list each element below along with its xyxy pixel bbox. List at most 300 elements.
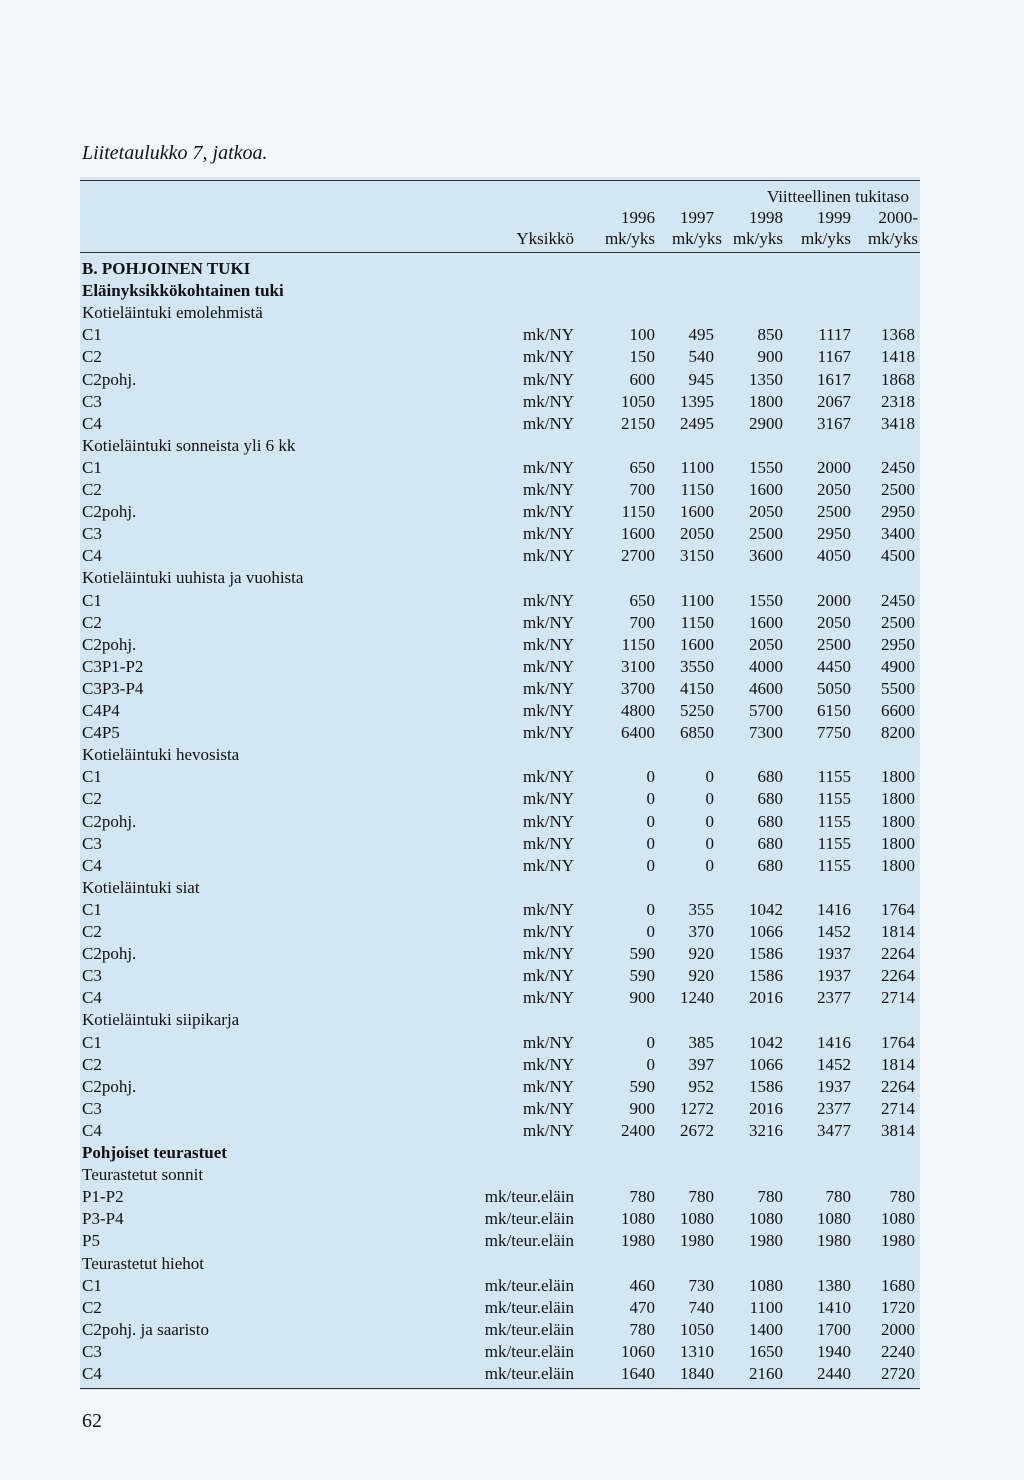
row-label: Teurastetut hiehot [82,1253,205,1273]
value-cell: 1764 [881,899,915,919]
table-row [0,1208,1024,1230]
value-cell: 1586 [749,944,783,964]
value-cell: 730 [688,1275,714,1295]
unit-column-header: Yksikkö [516,229,574,248]
header-group-title: Viitteellinen tukitaso [766,187,909,206]
value-cell: 1980 [749,1231,783,1251]
table-row [0,722,1024,744]
table-row [0,346,1024,368]
value-cell: 6400 [621,723,655,743]
row-label: C2 [82,922,102,941]
value-cell: 1380 [817,1275,851,1295]
value-cell: 2500 [881,480,915,499]
row-label: P3-P4 [82,1209,124,1229]
value-cell: 2450 [881,590,915,610]
value-cell: 2000 [817,457,851,477]
value-cell: 1150 [680,612,714,632]
table-row [0,1297,1024,1319]
row-unit: mk/NY [523,789,574,809]
value-cell: 1100 [749,1297,783,1317]
value-cell: 1100 [680,457,714,477]
value-cell: 2720 [881,1364,915,1383]
value-cell: 3700 [621,678,655,698]
row-unit: mk/NY [523,678,574,698]
value-cell: 540 [688,347,714,367]
value-cell: 1155 [817,789,851,809]
value-cell: 900 [629,988,655,1008]
value-cell: 1840 [680,1364,714,1383]
row-label: C1 [82,1032,102,1052]
table-row [0,479,1024,501]
value-cell: 100 [629,325,655,345]
value-cell: 1416 [817,899,851,919]
row-unit: mk/NY [523,767,574,787]
value-cell: 680 [757,789,783,809]
row-label: C4 [82,546,102,566]
value-cell: 1080 [749,1209,783,1229]
value-cell: 385 [688,1032,714,1052]
value-cell: 0 [646,922,655,941]
row-label: C3 [82,1098,102,1118]
value-cell: 0 [705,855,714,875]
value-cell: 650 [629,590,655,610]
value-cell: 1600 [680,502,714,522]
value-cell: 1155 [817,855,851,875]
value-cell: 2264 [881,966,915,986]
section-heading-row [0,1164,1024,1186]
row-unit: mk/NY [523,1054,574,1074]
row-label: C2pohj. [82,944,137,964]
value-cell: 1800 [881,833,915,853]
unit-header: mk/yks [800,229,851,248]
value-cell: 397 [688,1054,714,1074]
value-cell: 355 [688,899,714,919]
row-unit: mk/NY [523,546,574,566]
value-cell: 1600 [680,634,714,654]
value-cell: 3100 [621,656,655,676]
header-bottom-rule [80,252,920,253]
value-cell: 590 [629,1076,655,1096]
table-row [0,678,1024,700]
value-cell: 0 [705,767,714,787]
unit-header: mk/yks [867,229,918,248]
section-heading-row [0,877,1024,899]
row-label: C3 [82,524,102,544]
value-cell: 1600 [749,612,783,632]
value-cell: 3600 [749,546,783,566]
value-cell: 2016 [749,1098,783,1118]
table-row [0,369,1024,391]
value-cell: 150 [629,347,655,367]
row-unit: mk/NY [523,369,574,389]
row-label: Kotieläintuki sonneista yli 6 kk [82,435,296,455]
value-cell: 700 [629,480,655,499]
row-unit: mk/teur.eläin [484,1341,574,1361]
unit-header: mk/yks [671,229,722,248]
section-heading-row [0,1009,1024,1031]
value-cell: 1940 [817,1341,851,1361]
value-cell: 4050 [817,546,851,566]
row-label: C3P3-P4 [82,678,144,698]
value-cell: 680 [757,811,783,831]
value-cell: 1980 [817,1231,851,1251]
row-label: Kotieläintuki uuhista ja vuohista [82,568,304,588]
value-cell: 1600 [621,524,655,544]
value-cell: 2240 [881,1341,915,1361]
value-cell: 945 [688,369,714,389]
row-unit: mk/teur.eläin [484,1209,574,1229]
table-row [0,1341,1024,1363]
value-cell: 1080 [817,1209,851,1229]
value-cell: 4600 [749,678,783,698]
value-cell: 2264 [881,1076,915,1096]
row-label: Teurastetut sonnit [82,1165,204,1185]
value-cell: 1937 [817,1076,851,1096]
value-cell: 1814 [881,1054,915,1074]
value-cell: 2000 [881,1319,915,1339]
value-cell: 2050 [817,612,851,632]
row-unit: mk/NY [523,701,574,720]
row-label: C2pohj. [82,502,137,522]
value-cell: 1350 [749,369,783,389]
row-unit: mk/NY [523,502,574,522]
value-cell: 2160 [749,1364,783,1383]
value-cell: 680 [757,855,783,875]
row-label: C4P4 [82,701,120,720]
row-label: Kotieläintuki siipikarja [82,1010,240,1030]
value-cell: 1155 [817,767,851,787]
value-cell: 1050 [621,391,655,411]
table-row [0,965,1024,987]
row-unit: mk/teur.eläin [484,1364,574,1383]
value-cell: 2050 [817,480,851,499]
value-cell: 1800 [881,789,915,809]
row-label: C3 [82,391,102,411]
value-cell: 1150 [621,634,655,654]
value-cell: 1800 [881,855,915,875]
row-unit: mk/NY [523,811,574,831]
section-heading-row [0,744,1024,766]
year-header: 1999 [817,208,851,227]
value-cell: 4500 [881,546,915,566]
value-cell: 1150 [680,480,714,499]
row-label: C2 [82,1054,102,1074]
value-cell: 1937 [817,944,851,964]
table-row [0,1098,1024,1120]
value-cell: 2016 [749,988,783,1008]
value-cell: 1416 [817,1032,851,1052]
row-label: C1 [82,767,102,787]
value-cell: 1150 [621,502,655,522]
row-unit: mk/NY [523,855,574,875]
value-cell: 6150 [817,701,851,720]
table-row [0,788,1024,810]
value-cell: 920 [688,966,714,986]
value-cell: 2672 [680,1120,714,1140]
value-cell: 2500 [817,634,851,654]
table-row [0,921,1024,943]
value-cell: 2950 [881,502,915,522]
row-label: C2 [82,789,102,809]
value-cell: 1586 [749,1076,783,1096]
row-label: P5 [82,1231,100,1251]
value-cell: 3477 [817,1120,851,1140]
value-cell: 2264 [881,944,915,964]
table-row [0,324,1024,346]
table-row [0,766,1024,788]
row-label: C2pohj. [82,634,137,654]
table-row [0,656,1024,678]
row-label: C1 [82,325,102,345]
value-cell: 2050 [749,634,783,654]
value-cell: 4150 [680,678,714,698]
row-label: C3 [82,833,102,853]
value-cell: 1080 [749,1275,783,1295]
value-cell: 2050 [749,502,783,522]
value-cell: 4800 [621,701,655,720]
row-label: C1 [82,899,102,919]
row-label: C2 [82,612,102,632]
table-row [0,1275,1024,1297]
value-cell: 0 [705,789,714,809]
value-cell: 2000 [817,590,851,610]
row-label: Kotieläintuki hevosista [82,745,240,765]
table-row [0,523,1024,545]
value-cell: 0 [646,811,655,831]
row-label: C1 [82,1275,102,1295]
value-cell: 460 [629,1275,655,1295]
row-unit: mk/NY [523,590,574,610]
value-cell: 2400 [621,1120,655,1140]
value-cell: 1410 [817,1297,851,1317]
row-label: C2pohj. [82,369,137,389]
value-cell: 2900 [749,413,783,433]
value-cell: 3167 [817,413,851,433]
section-heading-row [0,567,1024,589]
value-cell: 920 [688,944,714,964]
row-label: Eläinyksikkökohtainen tuki [82,281,284,301]
row-unit: mk/NY [523,899,574,919]
value-cell: 850 [757,325,783,345]
value-cell: 590 [629,966,655,986]
row-label: C3 [82,1341,102,1361]
row-unit: mk/NY [523,944,574,964]
table-row [0,501,1024,523]
value-cell: 0 [646,767,655,787]
value-cell: 2500 [817,502,851,522]
row-label: C2 [82,480,102,499]
row-label: C4 [82,413,102,433]
value-cell: 2500 [749,524,783,544]
value-cell: 2150 [621,413,655,433]
value-cell: 6600 [881,701,915,720]
value-cell: 8200 [881,723,915,743]
value-cell: 1066 [749,922,783,941]
value-cell: 1868 [881,369,915,389]
value-cell: 0 [646,789,655,809]
row-unit: mk/NY [523,612,574,632]
value-cell: 1937 [817,966,851,986]
value-cell: 1050 [680,1319,714,1339]
table-row [0,987,1024,1009]
value-cell: 1640 [621,1364,655,1383]
table-row [0,700,1024,722]
value-cell: 1586 [749,966,783,986]
value-cell: 7300 [749,723,783,743]
table-row [0,1076,1024,1098]
value-cell: 0 [705,811,714,831]
value-cell: 1980 [680,1231,714,1251]
value-cell: 1080 [680,1209,714,1229]
value-cell: 1155 [817,833,851,853]
unit-header: mk/yks [732,229,783,248]
value-cell: 780 [757,1187,783,1207]
value-cell: 952 [688,1076,714,1096]
value-cell: 0 [705,833,714,853]
value-cell: 1310 [680,1341,714,1361]
row-unit: mk/NY [523,922,574,941]
value-cell: 1167 [817,347,851,367]
year-header: 1998 [749,208,783,227]
value-cell: 5050 [817,678,851,698]
row-unit: mk/NY [523,1098,574,1118]
row-label: B. POHJOINEN TUKI [82,259,251,278]
value-cell: 1240 [680,988,714,1008]
row-unit: mk/teur.eläin [484,1275,574,1295]
section-heading-row [0,1142,1024,1164]
value-cell: 780 [629,1319,655,1339]
value-cell: 740 [688,1297,714,1317]
table-row [0,899,1024,921]
row-label: C4 [82,1120,102,1140]
row-unit: mk/NY [523,347,574,367]
value-cell: 1042 [749,899,783,919]
value-cell: 1117 [818,325,851,345]
table-row [0,1120,1024,1142]
value-cell: 2377 [817,1098,851,1118]
row-label: C2 [82,1297,102,1317]
row-unit: mk/teur.eläin [484,1231,574,1251]
value-cell: 1272 [680,1098,714,1118]
value-cell: 780 [688,1187,714,1207]
value-cell: 1418 [881,347,915,367]
value-cell: 4900 [881,656,915,676]
value-cell: 1368 [881,325,915,345]
row-unit: mk/NY [523,325,574,345]
value-cell: 1395 [680,391,714,411]
value-cell: 700 [629,612,655,632]
value-cell: 680 [757,767,783,787]
value-cell: 1980 [621,1231,655,1251]
value-cell: 1814 [881,922,915,941]
value-cell: 5500 [881,678,915,698]
row-unit: mk/NY [523,634,574,654]
value-cell: 3400 [881,524,915,544]
table-row [0,943,1024,965]
table-top-rule [80,180,920,181]
table-row [0,1230,1024,1252]
value-cell: 1452 [817,1054,851,1074]
row-unit: mk/NY [523,480,574,499]
value-cell: 5250 [680,701,714,720]
value-cell: 1764 [881,1032,915,1052]
row-unit: mk/NY [523,1076,574,1096]
value-cell: 1650 [749,1341,783,1361]
table-row [0,457,1024,479]
value-cell: 3418 [881,413,915,433]
section-heading-row [0,258,1024,280]
value-cell: 4450 [817,656,851,676]
value-cell: 0 [646,899,655,919]
value-cell: 1550 [749,590,783,610]
table-row [0,833,1024,855]
value-cell: 7750 [817,723,851,743]
value-cell: 0 [646,1032,655,1052]
value-cell: 5700 [749,701,783,720]
row-label: C3 [82,966,102,986]
row-unit: mk/teur.eläin [484,1319,574,1339]
section-heading-row [0,302,1024,324]
row-label: C2pohj. [82,1076,137,1096]
row-label: C3P1-P2 [82,656,144,676]
value-cell: 900 [629,1098,655,1118]
row-unit: mk/NY [523,391,574,411]
value-cell: 2067 [817,391,851,411]
value-cell: 1066 [749,1054,783,1074]
value-cell: 1060 [621,1341,655,1361]
value-cell: 470 [629,1297,655,1317]
value-cell: 2495 [680,413,714,433]
row-label: Pohjoiset teurastuet [82,1143,227,1162]
table-row [0,1186,1024,1208]
row-unit: mk/NY [523,988,574,1008]
value-cell: 680 [757,833,783,853]
unit-header: mk/yks [604,229,655,248]
row-unit: mk/teur.eläin [484,1187,574,1207]
value-cell: 1720 [881,1297,915,1317]
value-cell: 1800 [881,811,915,831]
value-cell: 2714 [881,988,915,1008]
value-cell: 3550 [680,656,714,676]
value-cell: 1452 [817,922,851,941]
row-unit: mk/NY [523,966,574,986]
year-header: 1997 [680,208,714,227]
row-label: C1 [82,590,102,610]
value-cell: 1155 [817,811,851,831]
table-row [0,1054,1024,1076]
value-cell: 900 [757,347,783,367]
value-cell: 1600 [749,480,783,499]
row-label: P1-P2 [82,1187,124,1207]
value-cell: 495 [688,325,714,345]
value-cell: 2950 [881,634,915,654]
value-cell: 1800 [749,391,783,411]
row-label: C4 [82,855,102,875]
value-cell: 2450 [881,457,915,477]
row-label: Kotieläintuki siat [82,877,200,897]
value-cell: 1980 [881,1231,915,1251]
row-unit: mk/NY [523,723,574,743]
value-cell: 3216 [749,1120,783,1140]
table-row [0,855,1024,877]
year-header: 2000- [878,208,918,227]
value-cell: 1617 [817,369,851,389]
value-cell: 1680 [881,1275,915,1295]
value-cell: 590 [629,944,655,964]
value-cell: 780 [629,1187,655,1207]
row-label: C4P5 [82,723,120,743]
value-cell: 0 [646,855,655,875]
